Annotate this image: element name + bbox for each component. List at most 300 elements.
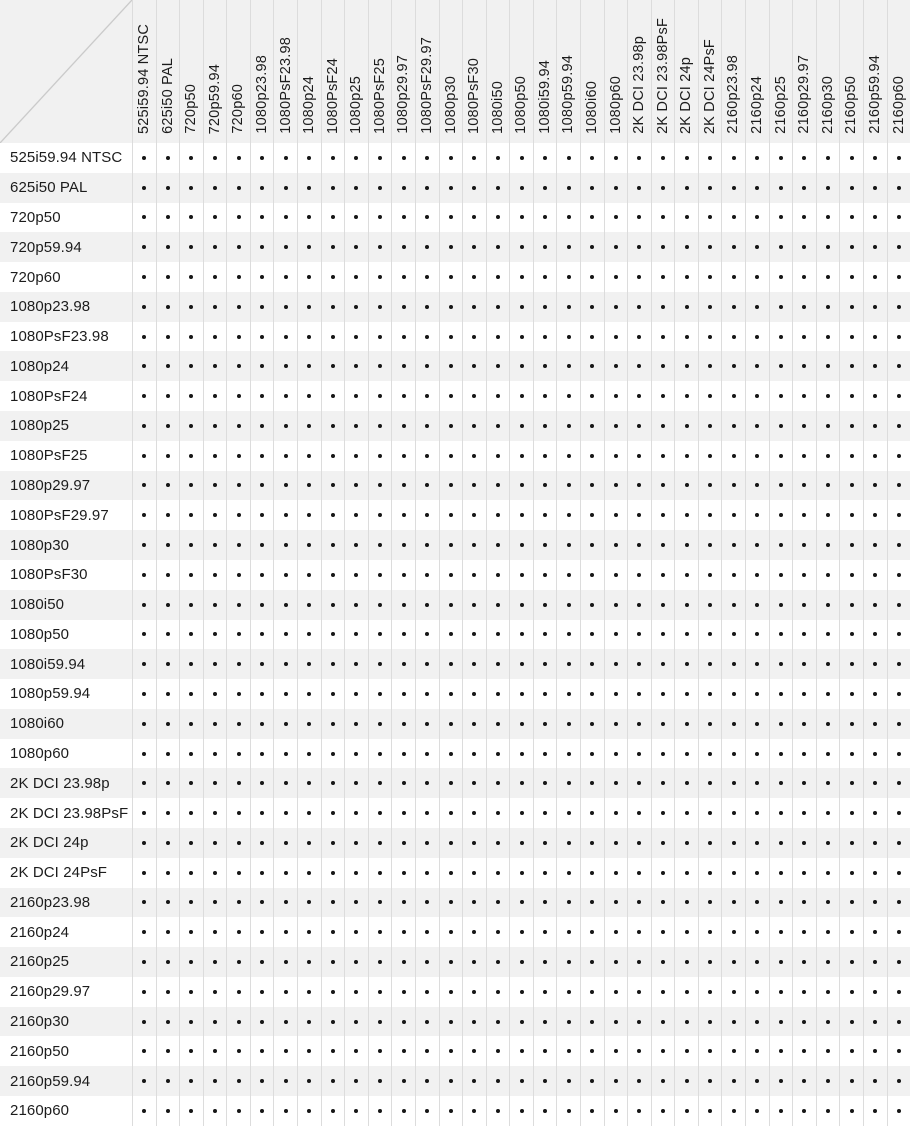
dot-icon [331, 543, 335, 547]
matrix-cell [627, 590, 651, 620]
dot-icon [213, 752, 217, 756]
dot-icon [567, 424, 571, 428]
dot-icon [850, 811, 854, 815]
matrix-cell [273, 1007, 297, 1037]
matrix-cell [580, 947, 604, 977]
dot-icon [307, 335, 311, 339]
matrix-cell [580, 858, 604, 888]
dot-icon [402, 603, 406, 607]
dot-icon [661, 186, 665, 190]
dot-icon [189, 752, 193, 756]
matrix-cell [321, 977, 345, 1007]
matrix-cell [321, 471, 345, 501]
matrix-cell [721, 471, 745, 501]
dot-icon [590, 811, 594, 815]
matrix-cell [556, 947, 580, 977]
dot-icon [685, 900, 689, 904]
dot-icon [802, 662, 806, 666]
matrix-cell [462, 977, 486, 1007]
dot-icon [755, 454, 759, 458]
matrix-cell [273, 411, 297, 441]
dot-icon [354, 1020, 358, 1024]
dot-icon [449, 275, 453, 279]
matrix-cell [391, 411, 415, 441]
matrix-cell [721, 143, 745, 173]
dot-icon [449, 454, 453, 458]
dot-icon [685, 573, 689, 577]
matrix-cell [769, 1096, 793, 1126]
matrix-cell [415, 649, 439, 679]
dot-icon [237, 1109, 241, 1113]
dot-icon [378, 781, 382, 785]
dot-icon [520, 692, 524, 696]
dot-icon [284, 1020, 288, 1024]
dot-icon [661, 275, 665, 279]
matrix-cell [887, 947, 910, 977]
matrix-cell [863, 768, 887, 798]
matrix-cell [839, 977, 863, 1007]
matrix-cell [745, 292, 769, 322]
matrix-cell [580, 798, 604, 828]
matrix-cell [627, 262, 651, 292]
dot-icon [354, 424, 358, 428]
matrix-cell [486, 798, 510, 828]
matrix-cell [627, 649, 651, 679]
dot-icon [166, 245, 170, 249]
dot-icon [520, 960, 524, 964]
dot-icon [543, 990, 547, 994]
dot-icon [142, 275, 146, 279]
dot-icon [897, 632, 901, 636]
matrix-cell [604, 351, 628, 381]
matrix-cell [745, 768, 769, 798]
matrix-cell [132, 232, 156, 262]
dot-icon [567, 1079, 571, 1083]
dot-icon [449, 513, 453, 517]
matrix-cell [674, 679, 698, 709]
matrix-cell [486, 322, 510, 352]
matrix-cell [863, 977, 887, 1007]
dot-icon [307, 781, 311, 785]
dot-icon [354, 781, 358, 785]
matrix-cell [863, 858, 887, 888]
matrix-cell [179, 500, 203, 530]
dot-icon [260, 1020, 264, 1024]
matrix-cell [462, 441, 486, 471]
matrix-cell [203, 292, 227, 322]
column-header [887, 0, 910, 143]
matrix-cell [769, 173, 793, 203]
dot-icon [850, 841, 854, 845]
matrix-cell [627, 411, 651, 441]
dot-icon [260, 454, 264, 458]
dot-icon [732, 841, 736, 845]
matrix-cell [250, 977, 274, 1007]
dot-icon [520, 305, 524, 309]
dot-icon [685, 335, 689, 339]
matrix-cell [674, 381, 698, 411]
matrix-cell [273, 977, 297, 1007]
dot-icon [354, 454, 358, 458]
dot-icon [520, 275, 524, 279]
dot-icon [189, 990, 193, 994]
dot-icon [425, 245, 429, 249]
matrix-cell [439, 560, 463, 590]
matrix-cell [580, 381, 604, 411]
matrix-cell [627, 381, 651, 411]
matrix-cell [674, 411, 698, 441]
matrix-cell [674, 322, 698, 352]
dot-icon [590, 752, 594, 756]
dot-icon [897, 722, 901, 726]
matrix-cell [179, 977, 203, 1007]
matrix-cell [698, 560, 722, 590]
dot-icon [590, 305, 594, 309]
matrix-cell [415, 232, 439, 262]
dot-icon [331, 722, 335, 726]
matrix-cell [863, 143, 887, 173]
dot-icon [166, 692, 170, 696]
matrix-cell [415, 798, 439, 828]
dot-icon [213, 543, 217, 547]
dot-icon [732, 1049, 736, 1053]
dot-icon [802, 752, 806, 756]
dot-icon [637, 245, 641, 249]
matrix-cell [533, 173, 557, 203]
column-header [156, 0, 180, 143]
matrix-cell [533, 739, 557, 769]
dot-icon [189, 722, 193, 726]
dot-icon [543, 1109, 547, 1113]
dot-icon [189, 632, 193, 636]
dot-icon [331, 603, 335, 607]
matrix-cell [250, 798, 274, 828]
dot-icon [496, 662, 500, 666]
matrix-cell [769, 232, 793, 262]
matrix-cell [344, 739, 368, 769]
dot-icon [826, 990, 830, 994]
dot-icon [425, 186, 429, 190]
matrix-cell [816, 739, 840, 769]
matrix-cell [462, 590, 486, 620]
dot-icon [567, 900, 571, 904]
matrix-cell [132, 292, 156, 322]
dot-icon [378, 275, 382, 279]
matrix-cell [132, 679, 156, 709]
matrix-cell [769, 1066, 793, 1096]
dot-icon [661, 1049, 665, 1053]
dot-icon [449, 394, 453, 398]
matrix-cell [580, 977, 604, 1007]
matrix-cell [321, 351, 345, 381]
matrix-cell [156, 530, 180, 560]
dot-icon [685, 603, 689, 607]
dot-icon [237, 930, 241, 934]
matrix-cell [439, 768, 463, 798]
dot-icon [213, 305, 217, 309]
dot-icon [237, 1049, 241, 1053]
matrix-cell [486, 381, 510, 411]
table-row [0, 173, 910, 203]
dot-icon [590, 215, 594, 219]
dot-icon [237, 781, 241, 785]
matrix-cell [769, 143, 793, 173]
dot-icon [425, 573, 429, 577]
dot-icon [685, 305, 689, 309]
matrix-cell [132, 322, 156, 352]
matrix-cell [651, 530, 675, 560]
dot-icon [755, 930, 759, 934]
matrix-cell [415, 471, 439, 501]
matrix-cell [486, 143, 510, 173]
matrix-cell [462, 828, 486, 858]
matrix-cell [321, 739, 345, 769]
dot-icon [449, 692, 453, 696]
dot-icon [449, 543, 453, 547]
dot-icon [567, 364, 571, 368]
matrix-cell [792, 649, 816, 679]
matrix-cell [745, 709, 769, 739]
matrix-cell [792, 530, 816, 560]
dot-icon [779, 215, 783, 219]
dot-icon [779, 364, 783, 368]
matrix-cell [627, 977, 651, 1007]
matrix-cell [439, 917, 463, 947]
matrix-cell [273, 560, 297, 590]
matrix-cell [297, 173, 321, 203]
dot-icon [826, 245, 830, 249]
matrix-cell [698, 322, 722, 352]
dot-icon [425, 215, 429, 219]
matrix-cell [391, 977, 415, 1007]
matrix-cell [674, 471, 698, 501]
table-row [0, 709, 910, 739]
dot-icon [378, 424, 382, 428]
column-header-label: 525i59.94 NTSC [136, 24, 153, 134]
dot-icon [543, 603, 547, 607]
matrix-cell [769, 649, 793, 679]
dot-icon [637, 1079, 641, 1083]
matrix-cell [368, 292, 392, 322]
dot-icon [142, 1109, 146, 1113]
dot-icon [873, 454, 877, 458]
matrix-cell [179, 262, 203, 292]
dot-icon [755, 752, 759, 756]
matrix-cell [273, 649, 297, 679]
matrix-cell [792, 977, 816, 1007]
matrix-cell [721, 530, 745, 560]
dot-icon [166, 1049, 170, 1053]
matrix-cell [203, 590, 227, 620]
matrix-cell [321, 917, 345, 947]
matrix-cell [627, 888, 651, 918]
dot-icon [449, 1109, 453, 1113]
row-header-label: 2K DCI 23.98p [10, 774, 110, 792]
matrix-cell [132, 620, 156, 650]
dot-icon [496, 543, 500, 547]
column-header-label: 1080p25 [348, 76, 365, 134]
dot-icon [449, 781, 453, 785]
dot-icon [779, 573, 783, 577]
matrix-cell [792, 1096, 816, 1126]
dot-icon [873, 752, 877, 756]
dot-icon [307, 900, 311, 904]
matrix-cell [132, 560, 156, 590]
matrix-cell [792, 1007, 816, 1037]
matrix-cell [391, 798, 415, 828]
matrix-cell [651, 709, 675, 739]
column-header [745, 0, 769, 143]
dot-icon [307, 841, 311, 845]
matrix-cell [533, 262, 557, 292]
dot-icon [378, 364, 382, 368]
dot-icon [567, 752, 571, 756]
matrix-cell [344, 1096, 368, 1126]
matrix-cell [462, 1007, 486, 1037]
matrix-cell [156, 1036, 180, 1066]
column-header-label: 1080p30 [442, 76, 459, 134]
matrix-cell [533, 1036, 557, 1066]
dot-icon [543, 752, 547, 756]
dot-icon [354, 483, 358, 487]
dot-icon [449, 424, 453, 428]
matrix-cell [156, 203, 180, 233]
dot-icon [614, 930, 618, 934]
dot-icon [142, 811, 146, 815]
matrix-cell [156, 888, 180, 918]
dot-icon [873, 781, 877, 785]
matrix-cell [321, 768, 345, 798]
matrix-cell [344, 292, 368, 322]
dot-icon [897, 811, 901, 815]
dot-icon [897, 1049, 901, 1053]
dot-icon [307, 543, 311, 547]
matrix-cell [674, 1036, 698, 1066]
dot-icon [425, 364, 429, 368]
dot-icon [331, 364, 335, 368]
matrix-cell [250, 262, 274, 292]
matrix-cell [297, 232, 321, 262]
column-header-label: 2160p59.94 [866, 55, 883, 134]
dot-icon [779, 603, 783, 607]
matrix-cell [863, 441, 887, 471]
dot-icon [520, 364, 524, 368]
matrix-cell [179, 828, 203, 858]
matrix-cell [887, 858, 910, 888]
dot-icon [708, 1020, 712, 1024]
matrix-cell [415, 560, 439, 590]
dot-icon [284, 245, 288, 249]
dot-icon [425, 483, 429, 487]
matrix-cell [344, 143, 368, 173]
matrix-cell [556, 768, 580, 798]
dot-icon [826, 781, 830, 785]
matrix-cell [462, 649, 486, 679]
matrix-cell [721, 858, 745, 888]
matrix-cell [839, 1066, 863, 1096]
matrix-cell [486, 203, 510, 233]
matrix-cell [250, 917, 274, 947]
dot-icon [755, 275, 759, 279]
dot-icon [166, 632, 170, 636]
matrix-cell [250, 530, 274, 560]
matrix-cell [792, 590, 816, 620]
matrix-cell [556, 530, 580, 560]
dot-icon [873, 841, 877, 845]
matrix-cell [816, 709, 840, 739]
dot-icon [826, 513, 830, 517]
matrix-cell [344, 1007, 368, 1037]
dot-icon [307, 394, 311, 398]
matrix-cell [651, 768, 675, 798]
matrix-cell [651, 888, 675, 918]
dot-icon [685, 1109, 689, 1113]
dot-icon [166, 483, 170, 487]
matrix-cell [792, 143, 816, 173]
matrix-cell [344, 768, 368, 798]
column-header-label: 1080PsF25 [371, 58, 388, 134]
dot-icon [449, 841, 453, 845]
matrix-cell [179, 173, 203, 203]
matrix-cell [321, 560, 345, 590]
matrix-cell [486, 500, 510, 530]
dot-icon [142, 424, 146, 428]
matrix-cell [368, 441, 392, 471]
matrix-cell [250, 560, 274, 590]
matrix-cell [698, 173, 722, 203]
matrix-cell [674, 947, 698, 977]
matrix-cell [863, 888, 887, 918]
dot-icon [637, 215, 641, 219]
row-header-label: 2K DCI 23.98PsF [10, 804, 129, 822]
dot-icon [755, 573, 759, 577]
matrix-cell [604, 917, 628, 947]
matrix-cell [651, 441, 675, 471]
dot-icon [402, 871, 406, 875]
dot-icon [237, 483, 241, 487]
dot-icon [897, 1109, 901, 1113]
dot-icon [897, 394, 901, 398]
dot-icon [378, 573, 382, 577]
dot-icon [567, 632, 571, 636]
matrix-cell [769, 858, 793, 888]
table-row [0, 530, 910, 560]
column-header-label: 2K DCI 24PsF [701, 38, 718, 134]
matrix-cell [321, 143, 345, 173]
dot-icon [873, 186, 877, 190]
dot-icon [637, 960, 641, 964]
matrix-cell [533, 977, 557, 1007]
dot-icon [354, 573, 358, 577]
matrix-cell [792, 441, 816, 471]
column-header-label: 2160p25 [772, 76, 789, 134]
matrix-cell [887, 560, 910, 590]
dot-icon [142, 900, 146, 904]
matrix-cell [297, 1066, 321, 1096]
dot-icon [307, 454, 311, 458]
matrix-cell [132, 828, 156, 858]
matrix-cell [226, 917, 250, 947]
dot-icon [897, 215, 901, 219]
matrix-cell [462, 1096, 486, 1126]
dot-icon [637, 692, 641, 696]
dot-icon [543, 871, 547, 875]
dot-icon [708, 990, 712, 994]
matrix-cell [462, 768, 486, 798]
matrix-cell [179, 798, 203, 828]
dot-icon [661, 632, 665, 636]
matrix-cell [674, 143, 698, 173]
